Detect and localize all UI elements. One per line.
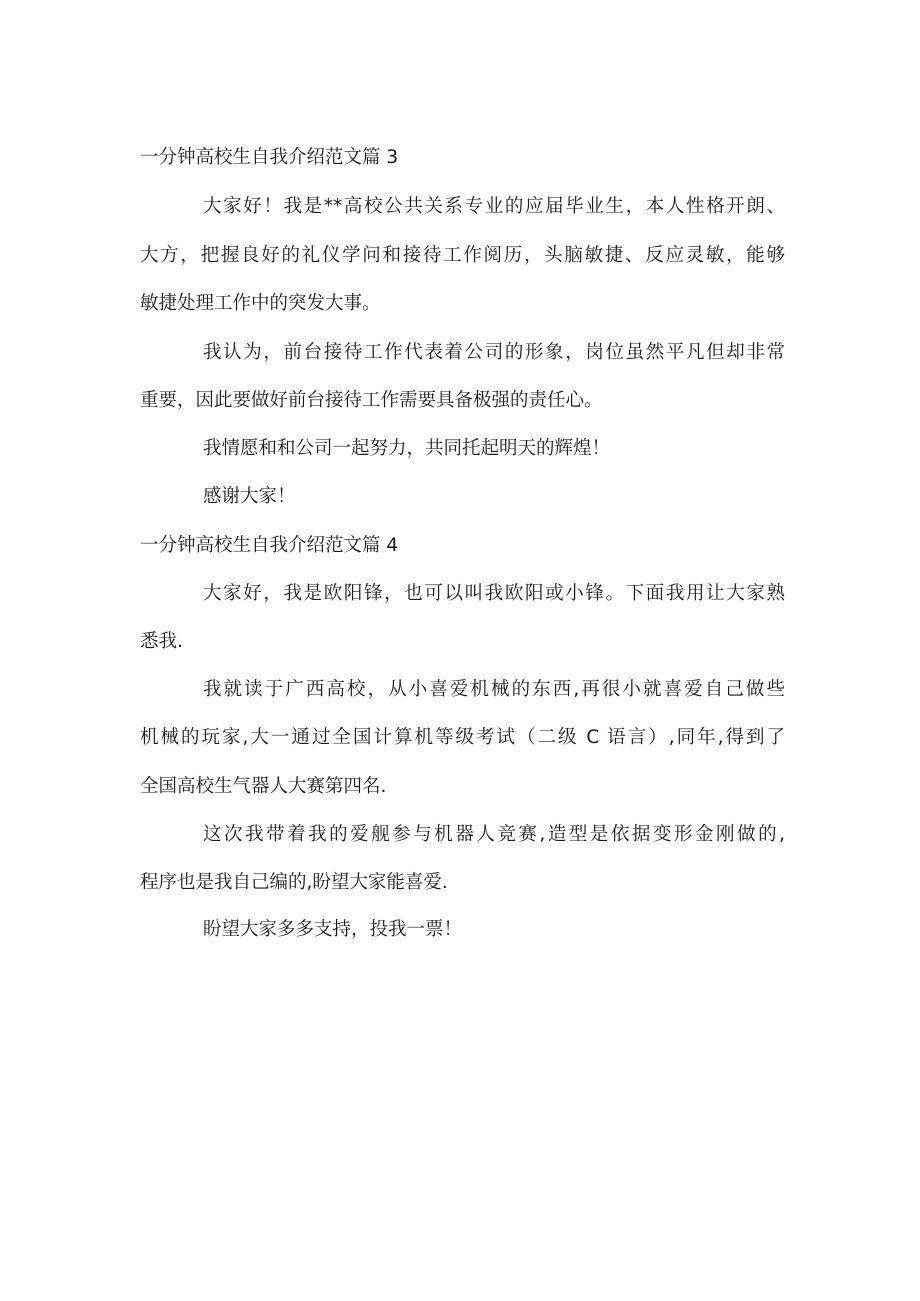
section-4-paragraph-2-line-2: 机械的玩家,大一通过全国计算机等级考试（二级 C 语言）,同年,得到了: [140, 727, 785, 748]
section-4-paragraph-2-line-1: 我就读于广西高校，从小喜爱机械的东西,再很小就喜爱自己做些: [203, 679, 785, 700]
section-4-paragraph-3-line-2: 程序也是我自己编的,盼望大家能喜爱.: [140, 872, 448, 893]
section-3-paragraph-4: 感谢大家！: [203, 486, 296, 507]
section-3-paragraph-1-line-2: 大方，把握良好的礼仪学问和接待工作阅历，头脑敏捷、反应灵敏，能够: [140, 245, 785, 266]
section-4-heading: 一分钟高校生自我介绍范文篇 4: [140, 535, 399, 556]
section-4-paragraph-4: 盼望大家多多支持，投我一票！: [203, 919, 463, 940]
section-3-paragraph-1-line-3: 敏捷处理工作中的突发大事。: [140, 293, 381, 314]
section-3-paragraph-3: 我情愿和和公司一起努力，共同托起明天的辉煌！: [203, 438, 611, 459]
section-3-paragraph-2-line-1: 我认为，前台接待工作代表着公司的形象，岗位虽然平凡但却非常: [203, 342, 785, 363]
section-4-paragraph-3-line-1: 这次我带着我的爱舰参与机器人竞赛,造型是依据变形金刚做的,: [203, 824, 785, 845]
section-4-paragraph-1-line-1: 大家好，我是欧阳锋，也可以叫我欧阳或小锋。下面我用让大家熟: [203, 583, 785, 604]
section-4-paragraph-2-line-3: 全国高校生气器人大赛第四名.: [140, 776, 387, 797]
section-3-paragraph-1-line-1: 大家好！我是**高校公共关系专业的应届毕业生，本人性格开朗、: [203, 196, 785, 217]
section-3-heading: 一分钟高校生自我介绍范文篇 3: [140, 147, 399, 168]
section-3-paragraph-2-line-2: 重要，因此要做好前台接待工作需要具备极强的责任心。: [140, 390, 603, 411]
section-4-paragraph-1-line-2: 悉我.: [140, 631, 183, 652]
